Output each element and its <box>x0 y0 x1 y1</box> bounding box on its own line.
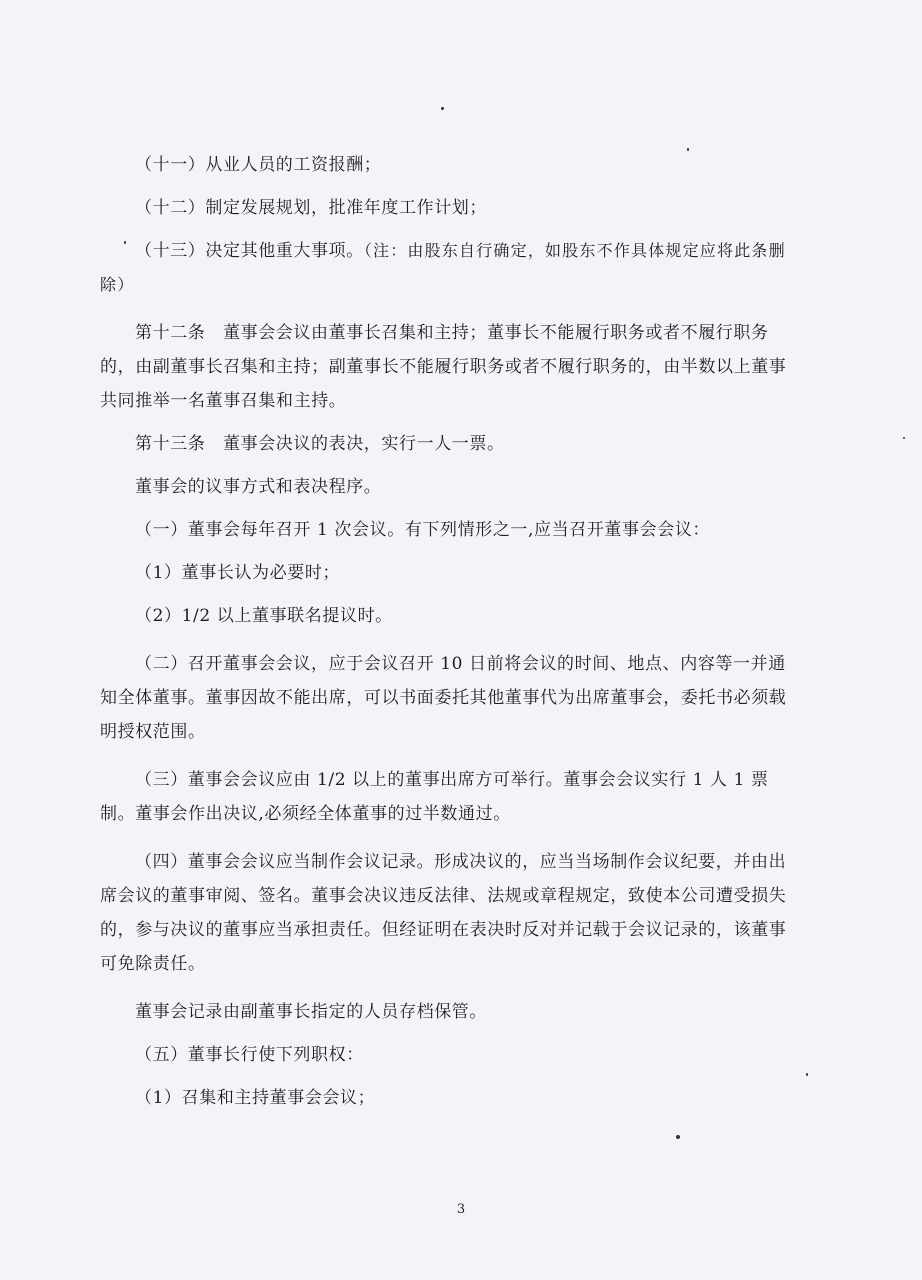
paragraph-item-12: （十二）制定发展规划，批准年度工作计划； <box>135 198 487 218</box>
procedure-item-1: （一）董事会每年召开 1 次会议。有下列情形之一,应当召开董事会会议： <box>135 520 711 540</box>
scan-speck <box>676 1135 680 1139</box>
procedure-item-4: （四）董事会会议应当制作会议记录。形成决议的，应当当场制作会议纪要，并由出席会议的董事审阅、签名。董事会决议违反法律、法规或章程规定，致使本公司遭受损失的，参与决议的董事应当承担责任。但经证明在表决时反对并记载于会议记录的，该董事可免除责任。 <box>100 852 787 974</box>
scan-speck <box>806 1073 808 1076</box>
procedure-item-2: （二）召开董事会会议，应于会议召开 10 日前将会议的时间、地点、内容等一并通知全体董事。董事因故不能出席，可以书面委托其他董事代为出席董事会，委托书必须载明授权范围。 <box>100 654 787 742</box>
procedure-item-3: （三）董事会会议应由 1/2 以上的董事出席方可举行。董事会会议实行 1 人 1 票制。董事会作出决议,必须经全体董事的过半数通过。 <box>100 770 769 824</box>
scan-speck <box>903 437 905 439</box>
procedure-item-1-case-1: （1）董事长认为必要时； <box>135 563 341 583</box>
procedure-item-5: （五）董事长行使下列职权： <box>135 1045 364 1065</box>
procedure-item-1-case-2: （2）1/2 以上董事联名提议时。 <box>135 606 393 626</box>
procedure-heading: 董事会的议事方式和表决程序。 <box>135 477 382 497</box>
document-body <box>100 148 800 1115</box>
paragraph-item-11: （十一）从业人员的工资报酬； <box>135 155 382 175</box>
article-13: 第十三条 董事会决议的表决，实行一人一票。 <box>135 434 505 454</box>
scan-speck <box>441 107 444 110</box>
paragraph-note: （注：由股东自行确定，如股东不作具体规定应将此条删除） <box>100 241 786 294</box>
paragraph-item-13 <box>100 234 800 302</box>
article-12: 第十二条 董事会会议由董事长召集和主持；董事长不能履行职务或者不履行职务的，由副董事长召集和主持；副董事长不能履行职务或者不履行职务的，由半数以上董事共同推举一名董事召集和主持。 <box>100 323 787 411</box>
procedure-item-5-power-1: （1）召集和主持董事会会议； <box>135 1088 376 1108</box>
records-paragraph: 董事会记录由副董事长指定的人员存档保管。 <box>135 1002 487 1022</box>
page-number: 3 <box>456 1202 466 1217</box>
paragraph-item-13-text: （十三）决定其他重大事项。 <box>135 241 364 261</box>
